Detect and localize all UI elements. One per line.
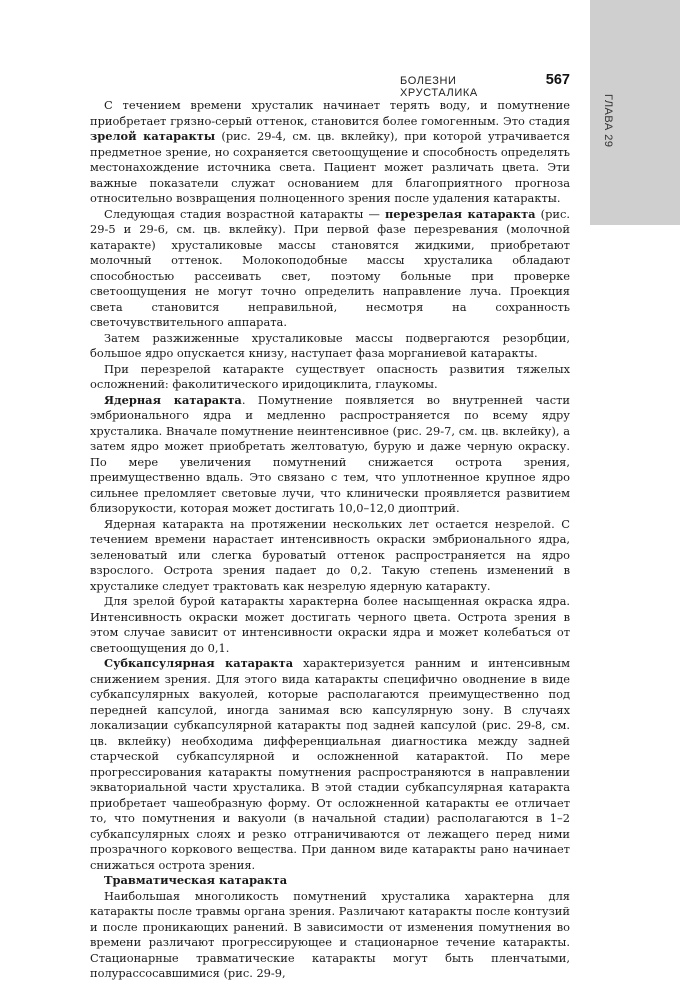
- paragraph: При перезрелой катаракте существует опасность развития тяжелых осложнений: факолитического иридоциклита, глаукомы.: [90, 361, 570, 391]
- running-head-title: БОЛЕЗНИ ХРУСТАЛИКА: [400, 75, 478, 99]
- paragraph: Для зрелой бурой катаракты характерна более насыщенная окраска ядра. Интенсивность окраски может достигать черного цвета. Острота зрения в этом случае зависит от интенсивности окраски ядра и может колебаться от светоощущения до 0,1.: [90, 594, 570, 655]
- paragraph: Затем разжиженные хрусталиковые массы подвергаются резорбции, большое ядро опускается книзу, наступает фаза морганиевой катаракты.: [90, 330, 570, 360]
- paragraph: Следующая стадия возрастной катаракты — перезрелая катаракта (рис. 29-5 и 29-6, см. цв. вклейку). При первой фазе перезревания (молочной катаракте) хрусталиковые массы становятся жидкими, приобретают молочный оттенок. Молокоподобные массы хрусталика обладают способностью рассеивать свет, поэтому больные при проверке светоощущения не могут точно определить направление луча. Проекция света становится неправильной, несмотря на сохранность светочувствительного аппарата.: [90, 206, 571, 329]
- paragraph: С течением времени хрусталик начинает терять воду, и помутнение приобретает грязно-серый оттенок, становится более гомогенным. Это стадия зрелой катаракты (рис. 29-4, см. цв. вклейку), при которой утрачивается предметное зрение, но сохраняется светоощущение и способность определять местонахождение источника света. Пациент может различать цвета. Эти важные показатели служат основанием для благоприятного прогноза относительно возвращения полноценного зрения после удаления катаракты.: [90, 98, 570, 205]
- paragraph: Субкапсулярная катаракта характеризуется ранним и интенсивным снижением зрения. Для этого вида катаракты специфично оводнение в виде субкапсулярных вакуолей, которые располагаются преимущественно под передней капсулой, иногда занимая всю капсулярную зону. В случаях локализации субкапсулярной катаракты под задней капсулой (рис. 29-8, см. цв. вклейку) необходима дифференциальная диагностика между задней старческой субкапсулярной и осложненной катарактой. По мере прогрессирования катаракты помутнения распространяются в направлении экваториальной части хрусталика. В этой стадии субкапсулярная катаракта приобретает чашеобразную форму. От осложненной катаракты ее отличает то, что помутнения и вакуоли (в начальной стадии) располагаются в 1–2 субкапсулярных слоях и резко отграничиваются от лежащего перед ними прозрачного коркового вещества. При данном виде катаракты рано начинает снижаться острота зрения.: [90, 656, 570, 872]
- paragraph: Ядерная катаракта. Помутнение появляется во внутренней части эмбрионального ядра и медленно распространяется по всему ядру хрусталика. Вначале помутнение неинтенсивное (рис. 29-7, см. цв. вклейку), а затем ядро может приобретать желтоватую, бурую и даже черную окраску. По мере увеличения помутнений снижается острота зрения, преимущественно вдаль. Это связано с тем, что уплотненное крупное ядро сильнее преломляет световые лучи, что клинически проявляется развитием близорукости, которая может достигать 10,0–12,0 диоптрий.: [90, 392, 570, 515]
- section-heading: Травматическая катаракта: [104, 873, 288, 887]
- term-hypermature-cataract: перезрелая катаракта: [384, 206, 536, 221]
- term-subcapsular-cataract: Субкапсулярная катаракта: [104, 656, 294, 670]
- body-text: [90, 98, 570, 982]
- term-nuclear-cataract: Ядерная катаракта: [104, 392, 242, 407]
- running-head: [400, 72, 570, 99]
- paragraph: Наибольшая многоликость помутнений хрусталика характерна для катаракты после травмы органа зрения. Различают катаракты после контузий и после проникающих ранений. В зависимости от изменения помутнения во времени различают прогрессирующее и стационарное течение катаракты. Стационарные травматические катаракты могут быть пленчатыми, полурассосавшимися (рис. 29-9,: [90, 888, 570, 980]
- paragraph: Ядерная катаракта на протяжении нескольких лет остается незрелой. С течением времени нарастает интенсивность окраски эмбрионального ядра, зеленоватый или слегка буроватый оттенок распространяется на ядро взрослого. Острота зрения падает до 0,2. Такую степень изменений в хрусталике следует трактовать как незрелую ядерную катаракту.: [90, 516, 570, 593]
- page-number: 567: [545, 72, 570, 88]
- term-mature-cataract: зрелой катаракты: [90, 129, 216, 143]
- chapter-tab-label: ГЛАВА 29: [602, 94, 614, 148]
